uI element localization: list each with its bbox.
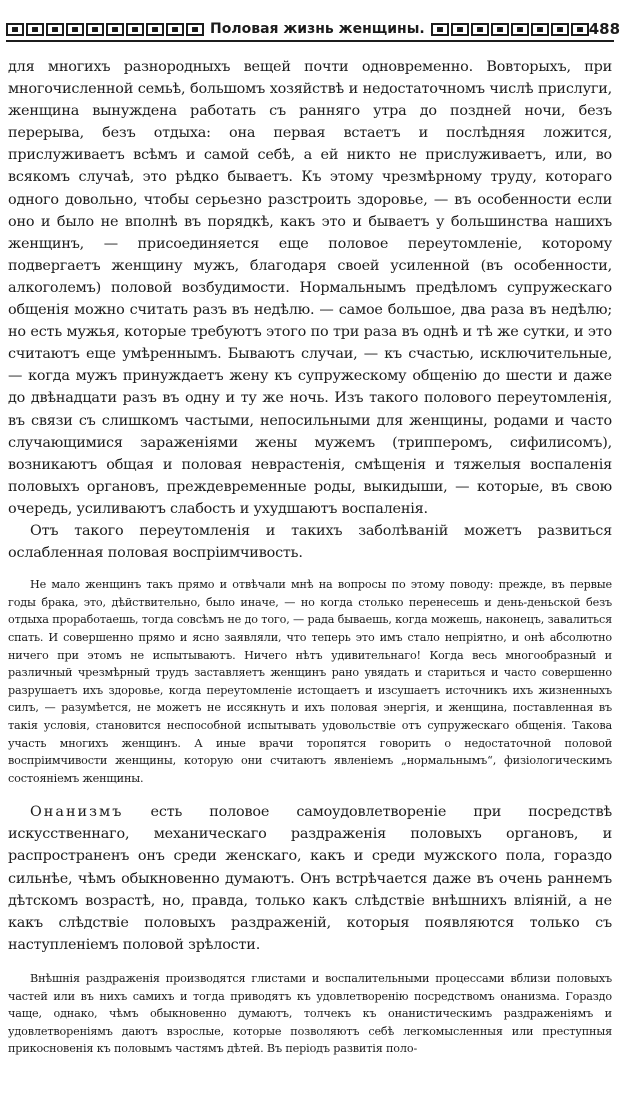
paragraph-small-print-external-irritations: Внѣшнія раздраженія производятся глистами и воспалительными процессами вблизи половыхъ частей или въ нихъ самихъ и тогда приводятъ къ удовлетворенію посредствомъ онанизма. Гораздо чаще, однако, чѣмъ обыкновенно думаютъ, толчекъ къ онанистическимъ раздраженіямъ и удовлетвореніямъ даютъ взрослые, которые позволяютъ себѣ легкомысленныя или преступныя прикосновенія къ половымъ частямъ дѣтей. Въ періодъ развитія поло-	[8, 971, 612, 1056]
paragraph-continuation: для многихъ разнородныхъ вещей почти одновременно. Вовторыхъ, при многочисленной семьѣ, большомъ хозяйствѣ и недостаточномъ числѣ прислуги, женщина вынуждена работать съ ранняго утра до поздней ночи, безъ перерыва, безъ отдыха: она первая встаетъ и послѣдняя ложится, прислуживаетъ всѣмъ и самой себѣ, а ей никто не прислуживаетъ, или, во всякомъ случаѣ, это рѣдко бываетъ. Къ этому чрезмѣрному труду, котораго одного довольно, чтобы серьезно разстроить здоровье, — въ особенности если оно и было не вполнѣ въ порядкѣ, какъ это и бываетъ у большинства нашихъ женщинъ, — присоединяется еще половое переутомленіе, которому подвергаетъ женщину мужъ, благодаря своей усиленной (въ особенности, алкоголемъ) половой возбудимости. Нормальнымъ предѣломъ супружескаго общенія можно считать разъ въ недѣлю. — самое большое, два раза въ недѣлю; но есть мужья, которые требуютъ этого по три раза въ однѣ и тѣ же сутки, и это считаютъ еще умѣреннымъ. Бываютъ случаи, — къ счастью, исключительные, — когда мужъ принуждаетъ жену къ супружескому общенію до шести и даже до двѣнадцати разъ въ одну и ту же ночь. Изъ такого полового переутомленія, въ связи съ слишкомъ частыми, непосильными для женщины, родами и часто случающимися зараженіями жены мужемъ (трипперомъ, сифилисомъ), возникаютъ общая и половая неврастенія, смѣщенія и тяжелыя воспаленія половыхъ органовъ, преждевременные роды, выкидыши, — которые, въ свою очередь, усиливаютъ слабость и ухудшаютъ воспаленія.	[8, 59, 612, 517]
paragraph-weakened-receptivity: Отъ такого переутомленія и такихъ заболѣваній можетъ развиться ослабленная половая воспріимчивость.	[8, 522, 612, 562]
header-ornament-right	[431, 23, 589, 36]
header-ornament-left	[6, 23, 204, 36]
page-body	[8, 56, 612, 1058]
term-onanism: Онанизмъ	[30, 804, 124, 821]
paragraph-onanism	[8, 801, 612, 956]
page-number: 488	[588, 20, 620, 38]
paragraph-onanism-text: есть половое самоудовлетвореніе при посредствѣ искусственнаго, механическаго раздраженія половыхъ органовъ, и распространенъ онъ среди женскаго, какъ и среди мужского пола, гораздо сильнѣе, чѣмъ обыкновенно думаютъ. Онъ встрѣчается даже въ очень раннемъ дѣтскомъ возрастѣ, но, правда, только какъ слѣдствіе внѣшнихъ вліяній, а не какъ слѣдствіе половыхъ раздраженій, которыя появляются только съ наступленіемъ половой зрѣлости.	[8, 804, 612, 953]
running-header	[6, 18, 620, 42]
running-title: Половая жизнь женщины.	[210, 21, 425, 37]
paragraph-small-print-testimony: Не мало женщинъ такъ прямо и отвѣчали мнѣ на вопросы по этому поводу: прежде, въ первые годы брака, это, дѣйствительно, было иначе, — но когда столько перенесешь и день-деньской безъ отдыха проработаешь, тогда совсѣмъ не до того, — рада бываешь, когда можешь, наконецъ, завалиться спать. И совершенно прямо и ясно заявляли, что теперь это имъ стало непріятно, и онѣ абсолютно ничего при этомъ не испытываютъ. Ничего нѣтъ удивительнаго! Когда весь многообразный и различный чрезмѣрный трудъ заставляетъ женщинъ рано увядать и стариться и часто совершенно разрушаетъ ихъ здоровье, когда переутомленіе истощаетъ и изсушаетъ источникъ ихъ жизненныхъ силъ, — разумѣется, не можетъ не иссякнуть и ихъ половая энергія, и женщина, поставленная въ такія условія, становится неспособной испытывать удовольствіе отъ супружескаго общенія. Такова участь многихъ женщинъ. А иные врачи торопятся говорить о недостаточной половой воспріимчивости женщины, которую они считаютъ явленіемъ „нормальнымъ“, физіологическимъ состояніемъ женщины.	[8, 578, 612, 785]
